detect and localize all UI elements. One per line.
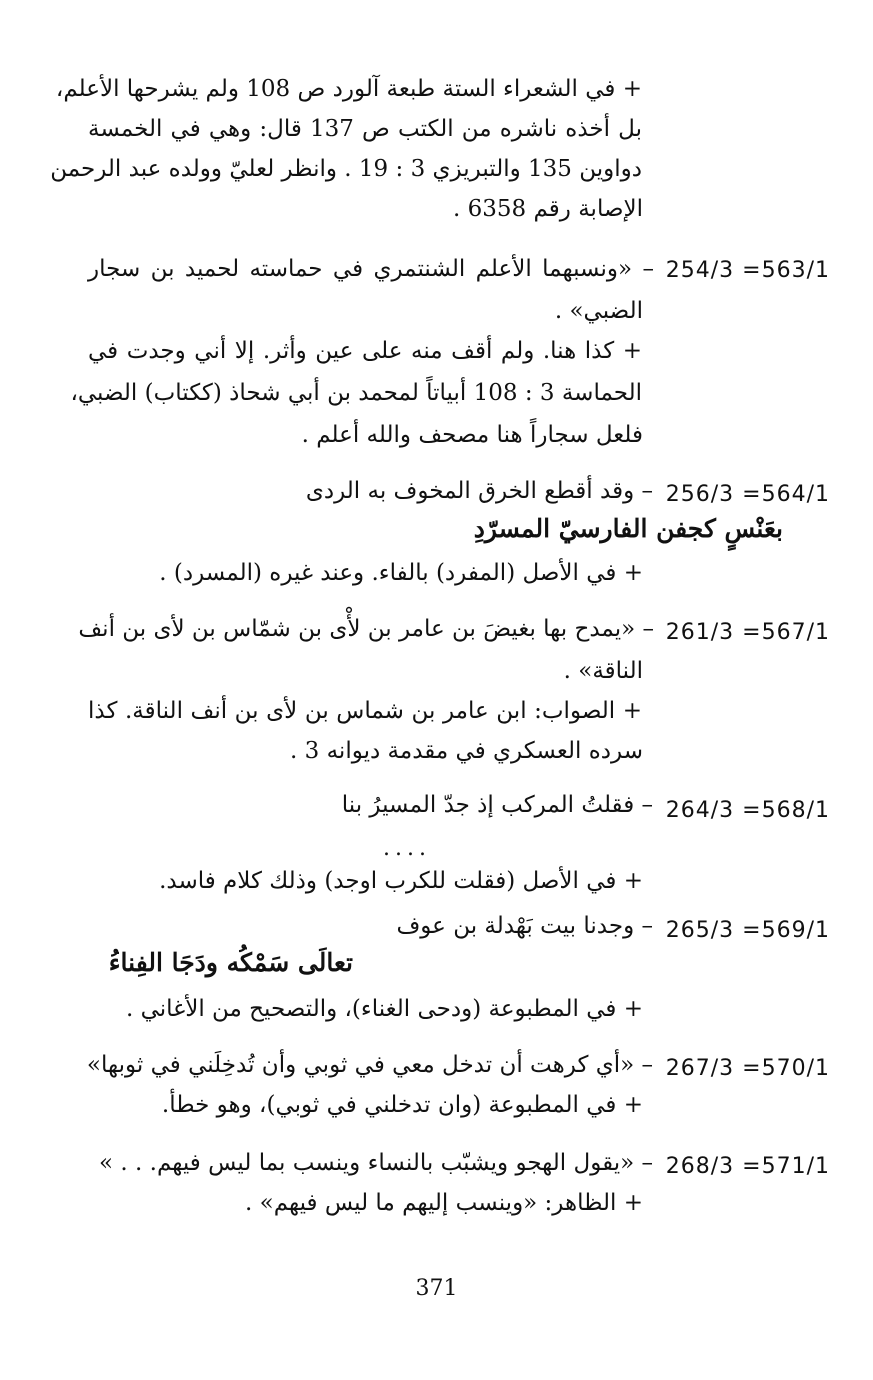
entry-reference: 254/3 =563/1 (665, 258, 830, 283)
ellipsis-marker: .... (383, 836, 431, 861)
note-line: + الصواب: ابن عامر بن شماس بن لأى بن أنف الناقة. كذا (88, 698, 642, 724)
note-line: + في الشعراء الستة طبعة آلورد ص 108 ولم يشرحها الأعلم، (55, 76, 642, 102)
note-line: + في المطبوعة (وان تدخلني في ثوبي)، وهو خطأ. (161, 1092, 643, 1118)
note-line: + في المطبوعة (ودحى الغناء)، والتصحيح من الأغاني . (125, 996, 643, 1022)
note-line: سرده العسكري في مقدمة ديوانه 3 . (290, 738, 643, 764)
note-line: + كذا هنا. ولم أقف منه على عين وأثر. إلا أني وجدت في (88, 338, 642, 364)
entry-text: الناقة» . (563, 658, 643, 684)
verse-line: بعَنْسٍ كجفن الفارسيّ المسرّدِ (473, 514, 783, 543)
entry-text: – فقلتُ المركب إذ جدّ المسيرُ بنا (341, 792, 653, 818)
entry-text: – «يمدح بها بغيضَ بن عامر بن لأْى بن شمّاس بن لأى بن أنف (78, 616, 654, 642)
page-number: 371 (415, 1276, 458, 1301)
entry-reference: 265/3 =569/1 (665, 918, 830, 943)
entry-text: – وقد أقطع الخرق المخوف به الردى (305, 478, 653, 504)
note-line: فلعل سجاراً هنا مصحف والله أعلم . (301, 422, 643, 448)
entry-text: – وجدنا بيت بَهْدلة بن عوف (396, 913, 653, 939)
note-line: الإصابة رقم 6358 . (453, 196, 643, 222)
note-line: بل أخذه ناشره من الكتب ص 137 قال: وهي في الخمسة (88, 116, 642, 142)
note-line: + في الأصل (المفرد) بالفاء. وعند غيره (المسرد) . (159, 560, 643, 586)
note-line: + الظاهر: «وينسب إليهم ما ليس فيهم» . (245, 1190, 643, 1216)
entry-text: الضبي» . (554, 298, 643, 324)
entry-text: – «أي كرهت أن تدخل معي في ثوبي وأن تُدخِلَني في ثوبها» (86, 1052, 653, 1078)
entry-text: – «ونسبهما الأعلم الشنتمري في حماسته لحميد بن سجار (88, 256, 654, 282)
entry-reference: 261/3 =567/1 (665, 620, 830, 645)
entry-reference: 268/3 =571/1 (665, 1154, 830, 1179)
note-line: دواوين 135 والتبريزي 3 : 19 . وانظر لعليّ وولده عبد الرحمن (50, 156, 642, 182)
entry-reference: 264/3 =568/1 (665, 798, 830, 823)
note-line: + في الأصل (فقلت للكرب اوجد) وذلك كلام فاسد. (159, 868, 643, 894)
entry-text: – «يقول الهجو ويشبّب بالنساء وينسب بما ليس فيهم. . . » (99, 1150, 653, 1176)
entry-reference: 256/3 =564/1 (665, 482, 830, 507)
entry-reference: 267/3 =570/1 (665, 1056, 830, 1081)
verse-line: تعالَى سَمْكُه ودَجَا الفِناءُ (108, 948, 353, 977)
note-line: الحماسة 3 : 108 أبياتاً لمحمد بن أبي شحاذ (ككتاب) الضبي، (70, 380, 642, 406)
